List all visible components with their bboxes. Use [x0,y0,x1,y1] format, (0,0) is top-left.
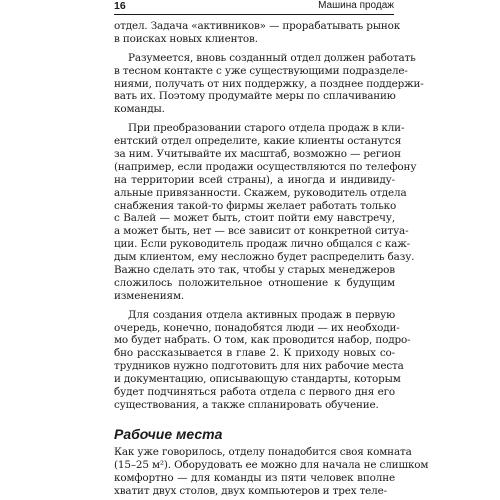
text-line: ниями, получать от них поддержку, а позднее поддержи- [114,77,424,90]
text-line: Для создания отдела активных продаж в первую [128,308,395,321]
text-line: в поисках новых клиентов. [114,32,258,45]
text-line: трудников нужно подготовить для них рабочие места [114,360,404,373]
text-line: альные привязанности. Скажем, руководитель отдела [114,186,407,199]
text-line: команды. [114,103,165,116]
text-line: за ним. Учитывайте их масштаб, возможно — регион [114,148,401,161]
text-line: будет подчиняться работа отдела с первого дня его [114,386,395,399]
section-heading: Рабочие места [114,426,223,442]
text-line: При преобразовании старого отдела продаж в кли- [128,122,405,135]
section-text [114,446,429,498]
text-line: комфортно — для команды из пяти человек вполне [114,471,395,484]
text-line: Разумеется, вновь созданный отдел должен работать [128,51,416,64]
text-line: в тесном контакте с уже существующими подразделе- [114,64,408,77]
text-line: отдел. Задача «активников» — прорабатывать рынок [114,20,401,32]
text-line: Важно сделать это так, чтобы у старых менеджеров [114,264,395,277]
text-line: изменениям. [114,289,185,302]
header-rule [114,14,394,15]
text-line: ентский отдел определите, какие клиенты останутся [114,135,402,148]
paragraph [114,20,401,46]
text-line: и документацию, описывающую стандарты, которым [114,373,401,386]
paragraph [114,122,417,302]
body-text [114,20,424,412]
text-line: на территории всей страны), а иногда и индивиду- [114,173,395,186]
text-line: (например, если продажи осуществляются по телефону [114,160,417,173]
text-line: ции. Если руководитель продаж лично общался с каж- [114,238,410,251]
running-title: Машина продаж [318,0,394,11]
text-line: очередь, конечно, понадобятся люди — их необходи- [114,321,400,334]
text-line: с Валей — может быть, стоит пойти ему навстречу, [114,212,395,225]
paragraph [114,308,411,412]
text-line: мо будет набрать. О том, как проводится набор, подро- [114,334,411,347]
text-line: Как уже говорилось, отделу понадобится своя комната [114,446,412,458]
text-line: дым клиентом, ему несложно будет распределить базу. [114,251,415,264]
text-line: бно рассказывается в главе 2. К приходу новых со- [114,347,395,360]
text-line: хватит двух столов, двух компьютеров и трех теле- [114,484,387,497]
text-line: (15–25 м²). Оборудовать ее можно для начала не слишком [114,458,429,471]
paragraph [114,51,424,116]
text-line: существования, а также спланировать обучение. [114,398,379,411]
page-number: 16 [114,0,126,12]
text-line: снабжения такой-то фирмы желает работать только [114,199,397,212]
text-line: вать их. Поэтому продумайте меры по сплачиванию [114,90,396,103]
text-line: а может быть, нет — все зависит от конкретной ситуа- [114,225,409,238]
running-header [114,0,394,15]
text-line: сложилось положительное отношение к будущим [114,276,395,289]
paragraph [114,446,429,498]
